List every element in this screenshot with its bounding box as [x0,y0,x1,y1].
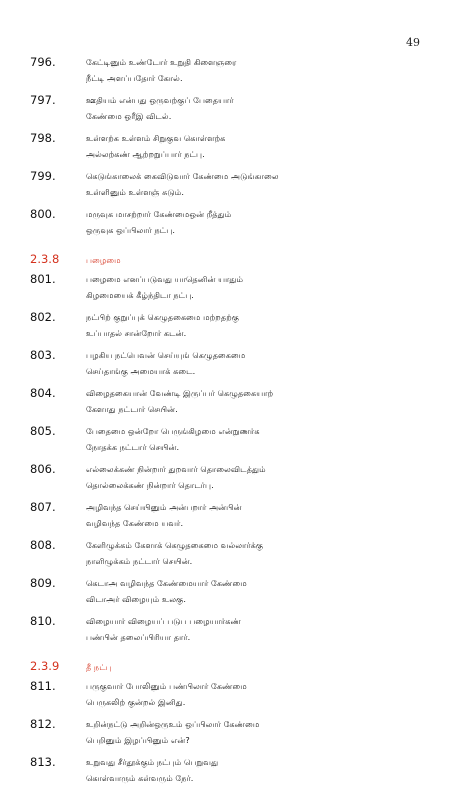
couplet-line: விழைதகையான் வேண்டி இருப்பர் கெழுதகையாற் [86,388,274,398]
couplet-lines [86,537,430,569]
couplet-number: 804. [30,386,56,400]
couplet [30,385,430,417]
couplet-lines [86,168,430,200]
couplet [30,537,430,569]
couplet-line: வழிவந்த கேண்மை யவர். [86,518,184,528]
couplet-lines [86,54,430,86]
couplet-number: 805. [30,424,56,438]
couplet-number: 813. [30,755,56,769]
couplet [30,347,430,379]
couplet [30,271,430,303]
couplet-lines [86,130,430,162]
couplet-lines [86,92,430,124]
couplet-lines [86,754,430,786]
couplet-number: 798. [30,131,56,145]
couplet-lines [86,206,430,238]
couplet-line: எல்லைக்கண் நின்றார் துறவார் தொலைவிடத்தும் [86,464,266,474]
section-title: தீ நட்பு [86,662,112,672]
couplet-number: 802. [30,310,56,324]
couplet-list-thee-natpu [30,678,430,786]
couplet-list-pazhaimai [30,271,430,645]
couplet [30,678,430,710]
section-heading-thee-natpu [30,659,430,674]
couplet [30,754,430,786]
couplet-lines [86,716,430,748]
couplet-line: உறுவது சீர்தூக்கும் நட்பும் பெறுவது [86,757,219,767]
couplet [30,423,430,455]
couplet-number: 808. [30,538,56,552]
couplet-line: பருகுவார் போலினும் பண்பிலார் கேண்மை [86,681,247,691]
couplet-number: 811. [30,679,56,693]
couplet-number: 800. [30,207,56,221]
couplet [30,499,430,531]
couplet [30,461,430,493]
section-title: பழைமை [86,255,121,265]
couplet-line: நோதக்க நட்டார் செயின். [86,442,180,452]
couplet-line: மருவுக மாசற்றார் கேண்மைஒன் றீத்தும் [86,209,232,219]
couplet [30,613,430,645]
couplet-line: பெருகலிற் குன்றல் இனிது. [86,697,186,707]
couplet-line: கேண்மை ஒரீஇ விடல். [86,111,172,121]
couplet-line: நீட்டி அளப்பதோர் கோல். [86,73,183,83]
couplet [30,168,430,200]
couplet-line: ஊதியம் என்பது ஒருவற்குப் பேதையார் [86,95,234,105]
couplet-line: உள்ளினும் உள்ளஞ் சுடும். [86,187,184,197]
couplet-number: 806. [30,462,56,476]
couplet-lines [86,347,430,379]
couplet-line: பெறினும் இழப்பினும் என்? [86,735,190,745]
couplet-number: 797. [30,93,56,107]
section-heading-pazhaimai [30,252,430,267]
couplet-line: பேதைமை ஒன்றோ பெருங்கிழமை என்றுணர்க [86,426,260,436]
couplet [30,716,430,748]
couplet-number: 810. [30,614,56,628]
couplet-number: 801. [30,272,56,286]
couplet [30,575,430,607]
couplet-number: 803. [30,348,56,362]
couplet-line: கெடாஅ வழிவந்த கேண்மையார் கேண்மை [86,578,247,588]
couplet [30,130,430,162]
couplet [30,309,430,341]
couplet-number: 807. [30,500,56,514]
couplet-line: உள்ளற்க உள்ளம் சிறுகுவ கொள்ளற்க [86,133,226,143]
page-content [30,54,430,792]
couplet [30,54,430,86]
couplet-line: பழகிய நட்பெவன் செய்யுங் கெழுதகைமை [86,350,246,360]
couplet-line: நட்பிற் குறுப்புக் கெழுதகைமை மற்றதற்கு [86,312,239,322]
couplet-line: உறின்நட்டு அறின்ஒருஉம் ஒப்பிலார் கேண்மை [86,719,260,729]
couplet [30,206,430,238]
couplet-line: ஒருவுக ஒப்பிலார் நட்பு. [86,225,175,235]
couplet-line: கேளாது நட்டார் செயின். [86,404,178,414]
page-number: 49 [406,36,420,49]
couplet-line: பழைமை எனப்படுவது யாதெனின் யாதும் [86,274,244,284]
couplet-lines [86,575,430,607]
couplet-lines [86,271,430,303]
couplet-lines [86,385,430,417]
section-number: 2.3.9 [30,659,60,673]
couplet-line: கேளிழுக்கம் கேளாக் கெழுதகைமை வல்லார்க்கு [86,540,264,550]
couplet-number: 796. [30,55,56,69]
couplet-lines [86,423,430,455]
couplet-number: 809. [30,576,56,590]
couplet-line: நாளிழுக்கம் நட்டார் செயின். [86,556,193,566]
couplet-line: விழையார் விழையப் படுப பழையார்கண் [86,616,241,626]
couplet-lines [86,499,430,531]
couplet-line: செய்தாங்கு அமையாக் கடை. [86,366,196,376]
couplet-line: கிழமையைக் கீழ்ந்திடா நட்பு. [86,290,194,300]
couplet-line: விடாஅர் விழையும் உலகு. [86,594,187,604]
couplet-line: உப்பாதல் சான்றோர் கடன். [86,328,187,338]
couplet-line: கெடுங்காலைக் கைவிடுவார் கேண்மை அடுங்காலை [86,171,279,181]
couplet-number: 812. [30,717,56,731]
couplet-lines [86,461,430,493]
couplet-line: கொள்வாரும் கள்வரும் நேர். [86,773,194,783]
couplet-lines [86,678,430,710]
couplet-lines [86,309,430,341]
couplet-line: பண்பின் தலைப்பிரியா தார். [86,632,191,642]
couplet-line: அல்லற்கண் ஆற்றறுப்பார் நட்பு. [86,149,205,159]
couplet-line: கேட்டினும் உண்டோர் உறுதி கிளைஞரை [86,57,237,67]
couplet-list-top [30,54,430,238]
couplet-line: தொல்லைக்கண் நின்றார் தொடர்பு. [86,480,214,490]
couplet-number: 799. [30,169,56,183]
section-number: 2.3.8 [30,252,60,266]
couplet [30,92,430,124]
couplet-lines [86,613,430,645]
couplet-line: அழிவந்த செய்யினும் அன்பறார் அன்பின் [86,502,242,512]
